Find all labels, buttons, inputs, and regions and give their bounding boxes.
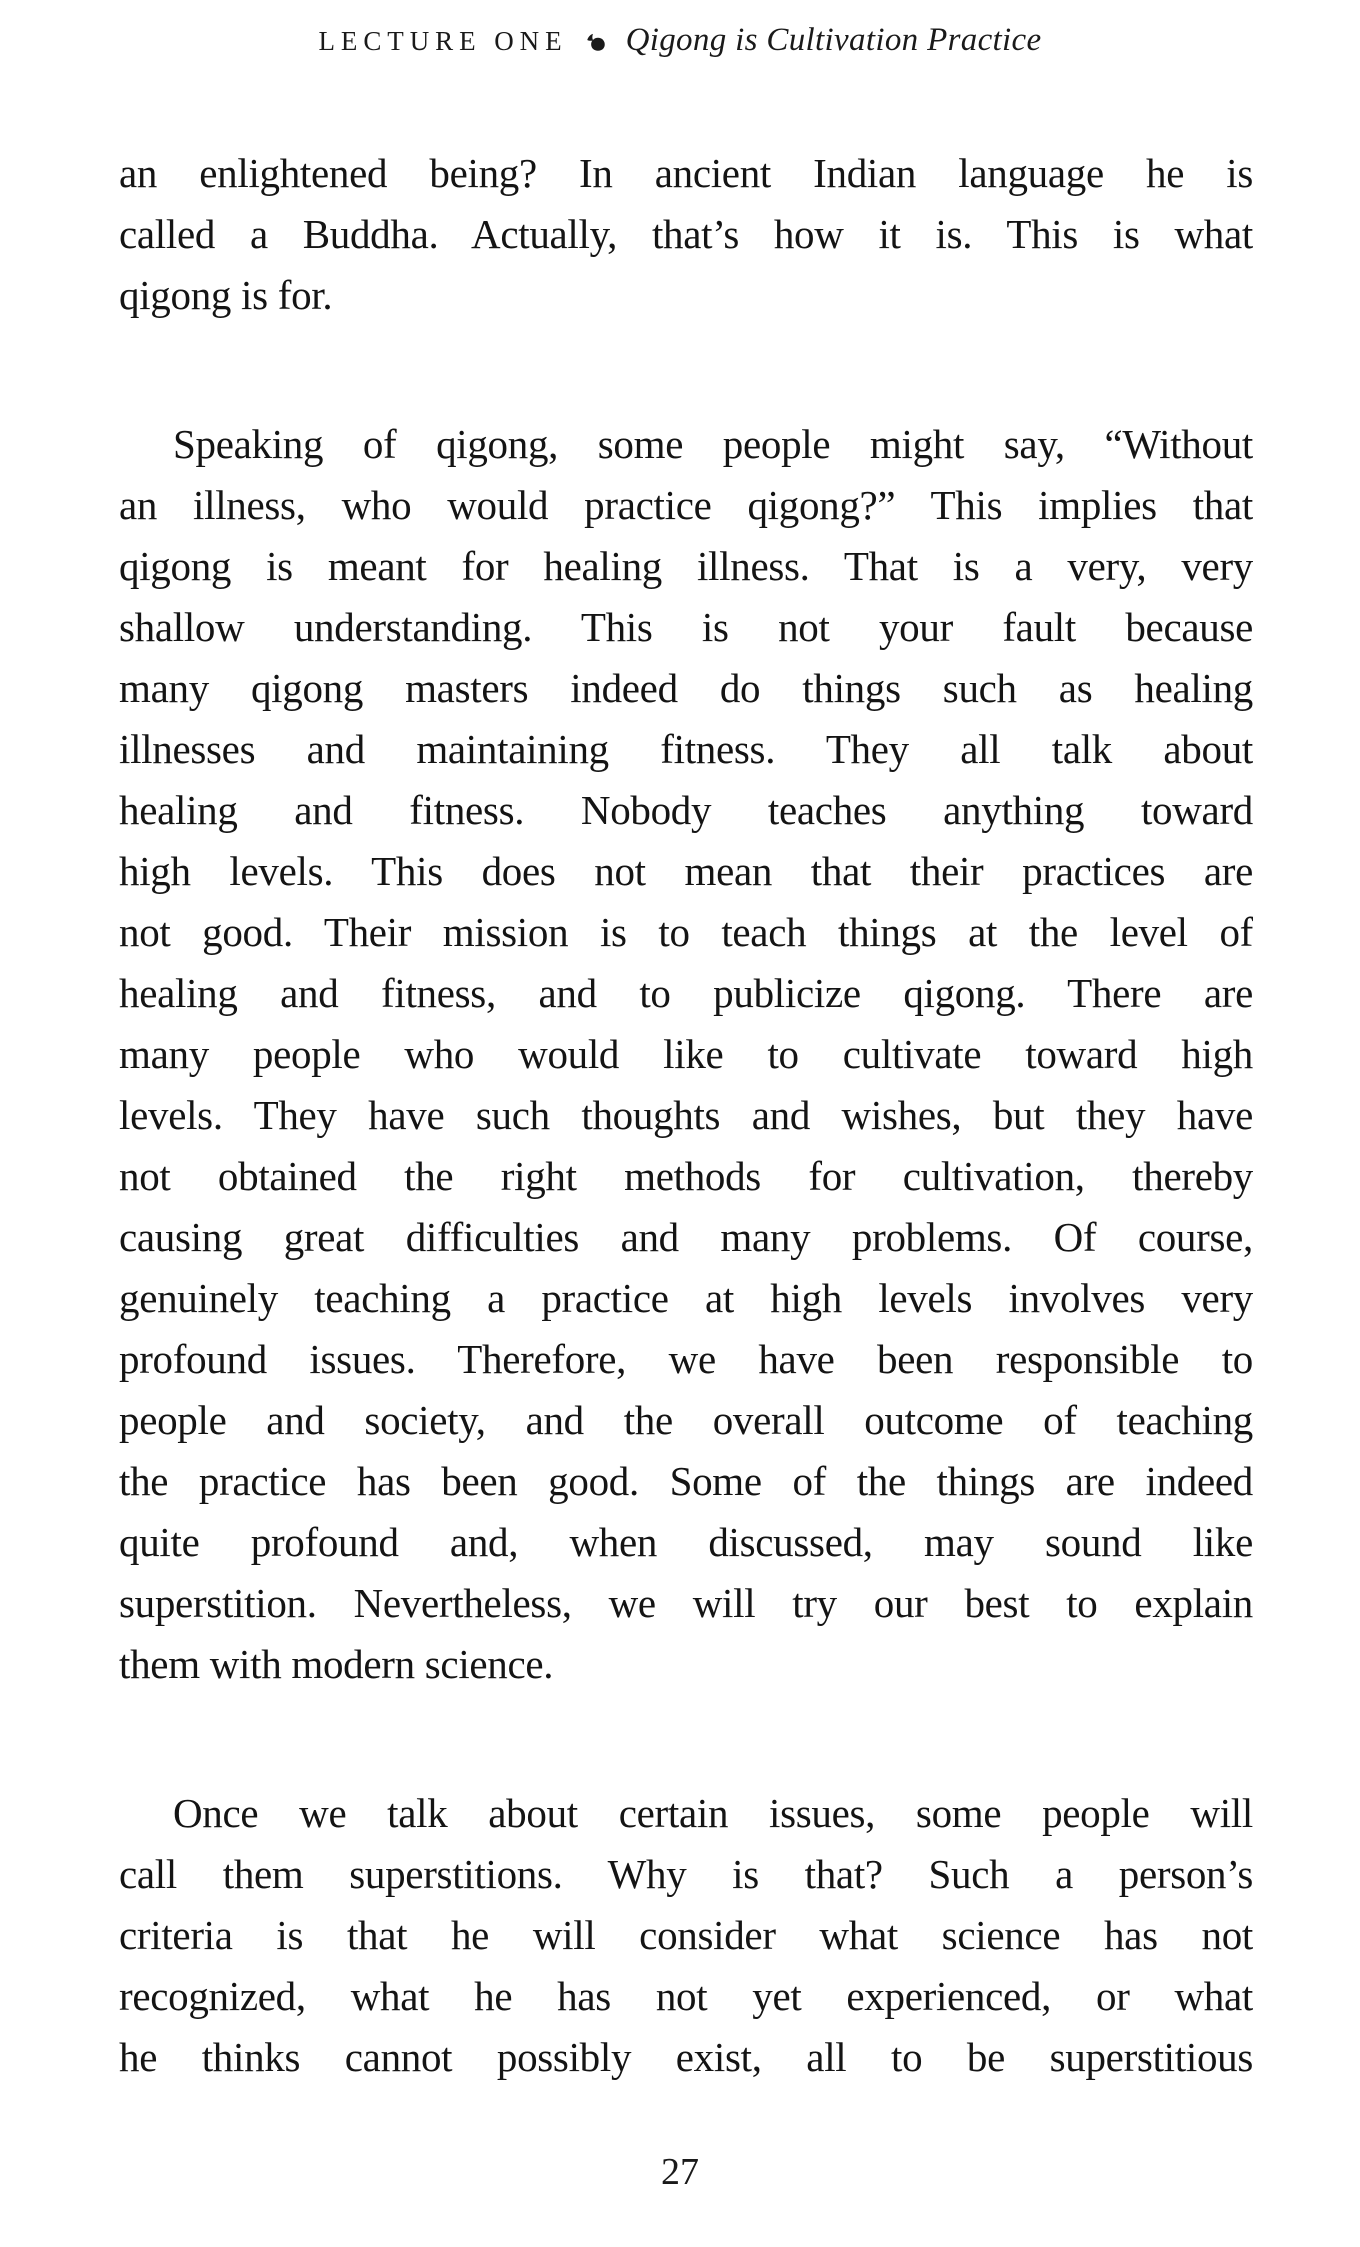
text-line: recognized, what he has not yet experienced, or what: [119, 1973, 1253, 2019]
text-line: many qigong masters indeed do things such as healing: [119, 665, 1253, 711]
text-line: he thinks cannot possibly exist, all to be superstitious: [119, 2034, 1253, 2080]
text-line: the practice has been good. Some of the things are indeed: [119, 1458, 1253, 1504]
page-footer: [0, 2150, 1360, 2194]
text-line: an enlightened being? In ancient Indian language he is: [119, 150, 1253, 196]
fleuron-leaf-icon: [584, 31, 610, 57]
text-line: called a Buddha. Actually, that’s how it is. This is what: [119, 211, 1253, 257]
page-number: 27: [661, 2151, 699, 2193]
text-line: healing and fitness, and to publicize qigong. There are: [119, 970, 1253, 1016]
text-line: high levels. This does not mean that their practices are: [119, 848, 1253, 894]
text-line: healing and fitness. Nobody teaches anything toward: [119, 787, 1253, 833]
paragraph-3: [119, 1783, 1253, 2088]
text-line: causing great difficulties and many problems. Of course,: [119, 1214, 1253, 1260]
text-line: Once we talk about certain issues, some people will: [173, 1790, 1253, 1836]
text-line: profound issues. Therefore, we have been responsible to: [119, 1336, 1253, 1382]
chapter-title: Qigong is Cultivation Practice: [625, 22, 1042, 58]
body-text: [119, 143, 1253, 2088]
text-line: levels. They have such thoughts and wishes, but they have: [119, 1092, 1253, 1138]
text-line: many people who would like to cultivate toward high: [119, 1031, 1253, 1077]
text-line: genuinely teaching a practice at high levels involves very: [119, 1275, 1253, 1321]
text-line: not good. Their mission is to teach things at the level of: [119, 909, 1253, 955]
text-line: qigong is for.: [119, 272, 333, 318]
text-line: an illness, who would practice qigong?” This implies that: [119, 482, 1253, 528]
text-line: people and society, and the overall outcome of teaching: [119, 1397, 1253, 1443]
text-line: qigong is meant for healing illness. That is a very, very: [119, 543, 1253, 589]
running-header: [0, 22, 1360, 59]
text-line: shallow understanding. This is not your fault because: [119, 604, 1253, 650]
text-line: quite profound and, when discussed, may sound like: [119, 1519, 1253, 1565]
text-line: Speaking of qigong, some people might say, “Without: [173, 421, 1253, 467]
lecture-label: LECTURE ONE: [318, 26, 568, 56]
text-line: criteria is that he will consider what science has not: [119, 1912, 1253, 1958]
text-line: call them superstitions. Why is that? Such a person’s: [119, 1851, 1253, 1897]
text-line: them with modern science.: [119, 1641, 554, 1687]
text-line: not obtained the right methods for cultivation, thereby: [119, 1153, 1253, 1199]
paragraph-2: [119, 414, 1253, 1695]
paragraph-1: [119, 143, 1253, 326]
text-line: illnesses and maintaining fitness. They all talk about: [119, 726, 1253, 772]
text-line: superstition. Nevertheless, we will try our best to explain: [119, 1580, 1253, 1626]
